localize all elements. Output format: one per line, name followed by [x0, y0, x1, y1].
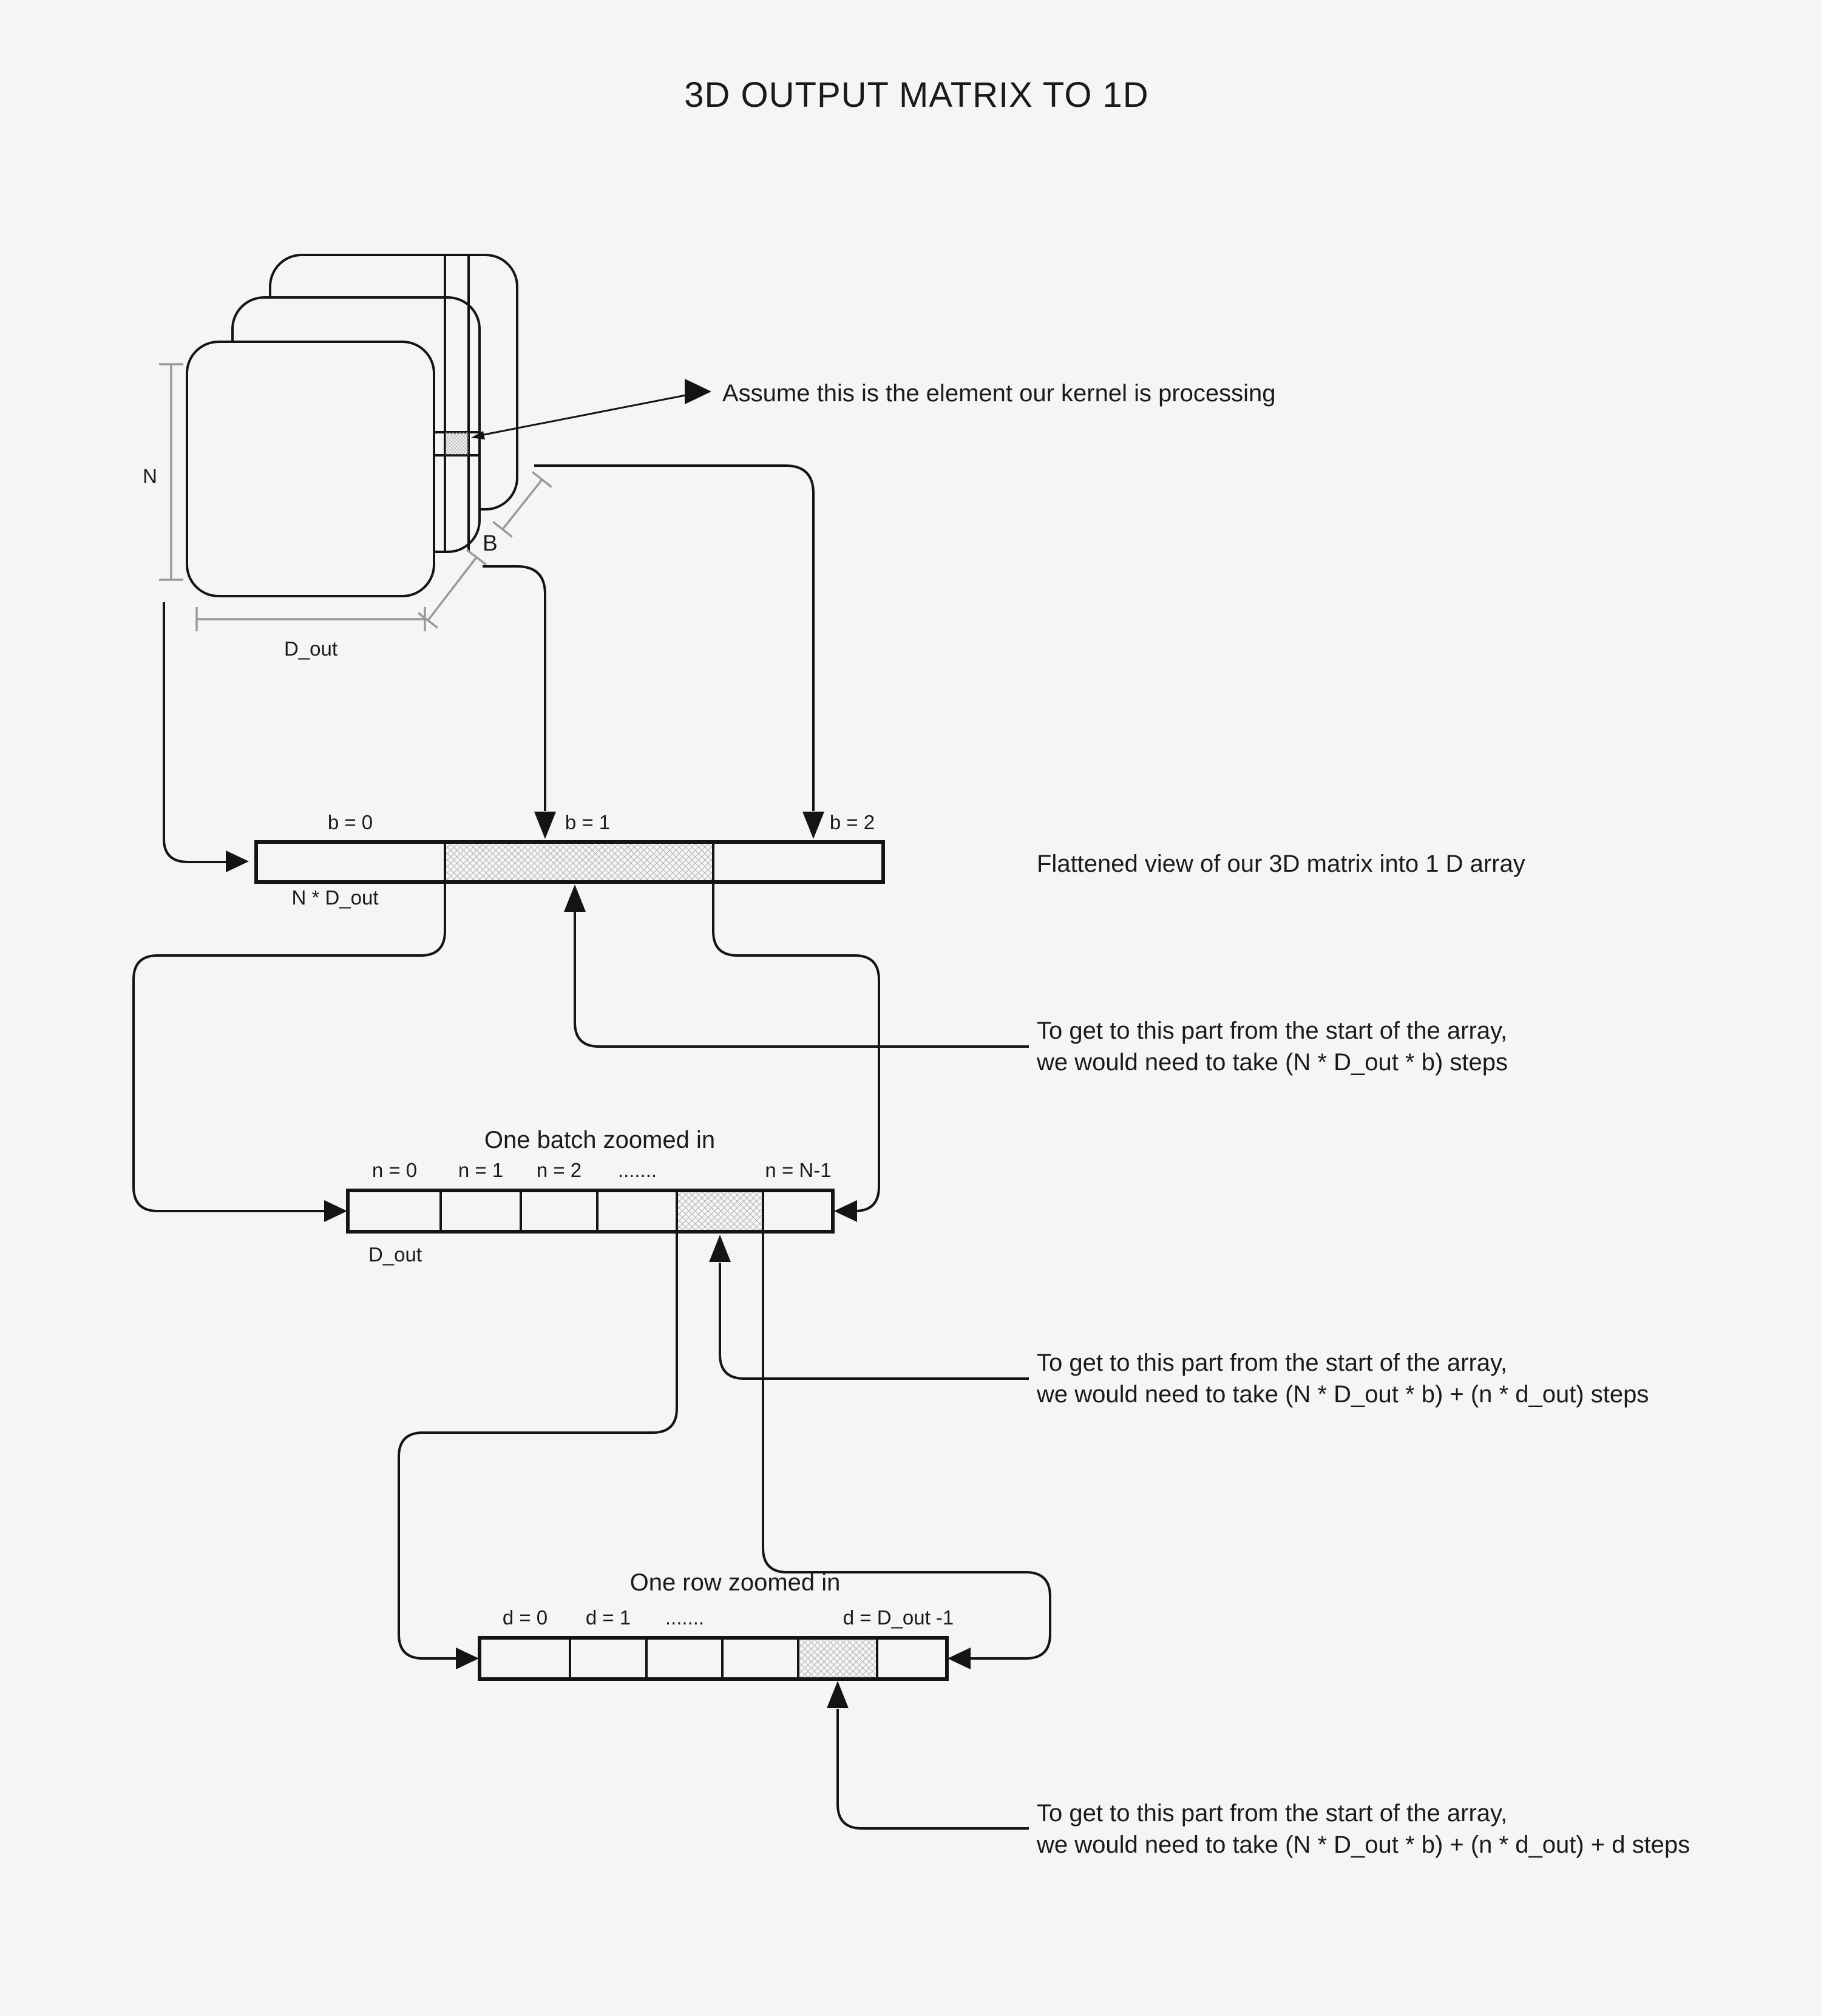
- row-heading: One row zoomed in: [629, 1569, 841, 1596]
- kernel-annotation-text: Assume this is the element our kernel is processing: [722, 380, 1276, 407]
- batch-array: [348, 1190, 833, 1232]
- flat-seg-label-b2: b = 2: [829, 811, 875, 833]
- step-note-1-line2: we would need to take (N * D_out * b) steps: [1037, 1049, 1508, 1076]
- row-array: [480, 1638, 947, 1679]
- row-label-d1: d = 1: [585, 1606, 631, 1629]
- step-note-1-line1: To get to this part from the start of the array,: [1037, 1017, 1508, 1044]
- connector-batch-left-to-row: [399, 1234, 677, 1669]
- arrow-up-icon: [564, 884, 586, 912]
- dim-n: [159, 364, 183, 580]
- batch-label-nN1: n = N-1: [765, 1159, 832, 1181]
- dim-dout-label: D_out: [283, 637, 338, 660]
- flat-seg-label-b0: b = 0: [327, 811, 373, 833]
- arrow-right-icon: [456, 1648, 479, 1669]
- dim-b-label: B: [483, 531, 498, 555]
- flat-seg-label-b1: b = 1: [565, 811, 611, 833]
- step-note-2-line2: we would need to take (N * D_out * b) + (n * d_out) steps: [1037, 1381, 1649, 1408]
- connector-cell-to-b1: [483, 566, 556, 839]
- flat-below-label: N * D_out: [291, 886, 379, 909]
- flat-array: [256, 842, 883, 882]
- arrow-right-icon: [226, 850, 249, 872]
- dim-dout: [197, 607, 425, 631]
- page-title: 3D OUTPUT MATRIX TO 1D: [684, 75, 1149, 115]
- connector-note2-to-batch: [709, 1235, 1029, 1379]
- step-note-3-line1: To get to this part from the start of the array,: [1037, 1800, 1508, 1827]
- step-note-3: [1037, 1797, 1690, 1861]
- step-note-3-line2: we would need to take (N * D_out * b) + (n * d_out) + d steps: [1037, 1831, 1690, 1858]
- row-label-d0: d = 0: [502, 1606, 548, 1629]
- step-note-2-line1: To get to this part from the start of the array,: [1037, 1349, 1508, 1376]
- connector-batch-right-to-row: [763, 1234, 1050, 1669]
- arrow-down-icon: [534, 812, 556, 839]
- batch-array-hatched-cell: [677, 1190, 763, 1232]
- batch-label-n2: n = 2: [536, 1159, 582, 1181]
- row-label-dlast: d = D_out -1: [843, 1606, 954, 1629]
- arrow-up-icon: [709, 1235, 731, 1262]
- step-note-2: [1037, 1347, 1649, 1410]
- flat-array-caption: Flattened view of our 3D matrix into 1 D array: [1037, 850, 1525, 877]
- arrow-down-icon: [802, 812, 824, 839]
- arrow-right-icon: [324, 1200, 347, 1222]
- connector-sheet-to-b2: [534, 466, 824, 839]
- dim-n-label: N: [143, 465, 157, 487]
- row-array-hatched-cell: [798, 1638, 877, 1679]
- step-note-1: [1037, 1015, 1508, 1078]
- flat-array-hatched-segment: [445, 842, 713, 882]
- batch-below-label: D_out: [368, 1243, 422, 1266]
- batch-label-n0: n = 0: [371, 1159, 418, 1181]
- batch-label-dots: .......: [617, 1159, 657, 1181]
- row-label-dots: .......: [665, 1606, 705, 1629]
- arrow-right-icon: [685, 379, 711, 404]
- arrow-left-icon: [834, 1200, 857, 1222]
- arrow-left-icon: [948, 1648, 971, 1669]
- connector-note3-to-row: [827, 1681, 1029, 1828]
- batch-label-n1: n = 1: [458, 1159, 504, 1181]
- batch-heading: One batch zoomed in: [484, 1127, 716, 1153]
- kernel-element-cell: [445, 432, 469, 455]
- connector-start-to-flat: [164, 602, 249, 872]
- connector-note1-to-flat: [564, 884, 1029, 1047]
- arrow-up-icon: [827, 1681, 849, 1708]
- sheet-front: [187, 342, 434, 596]
